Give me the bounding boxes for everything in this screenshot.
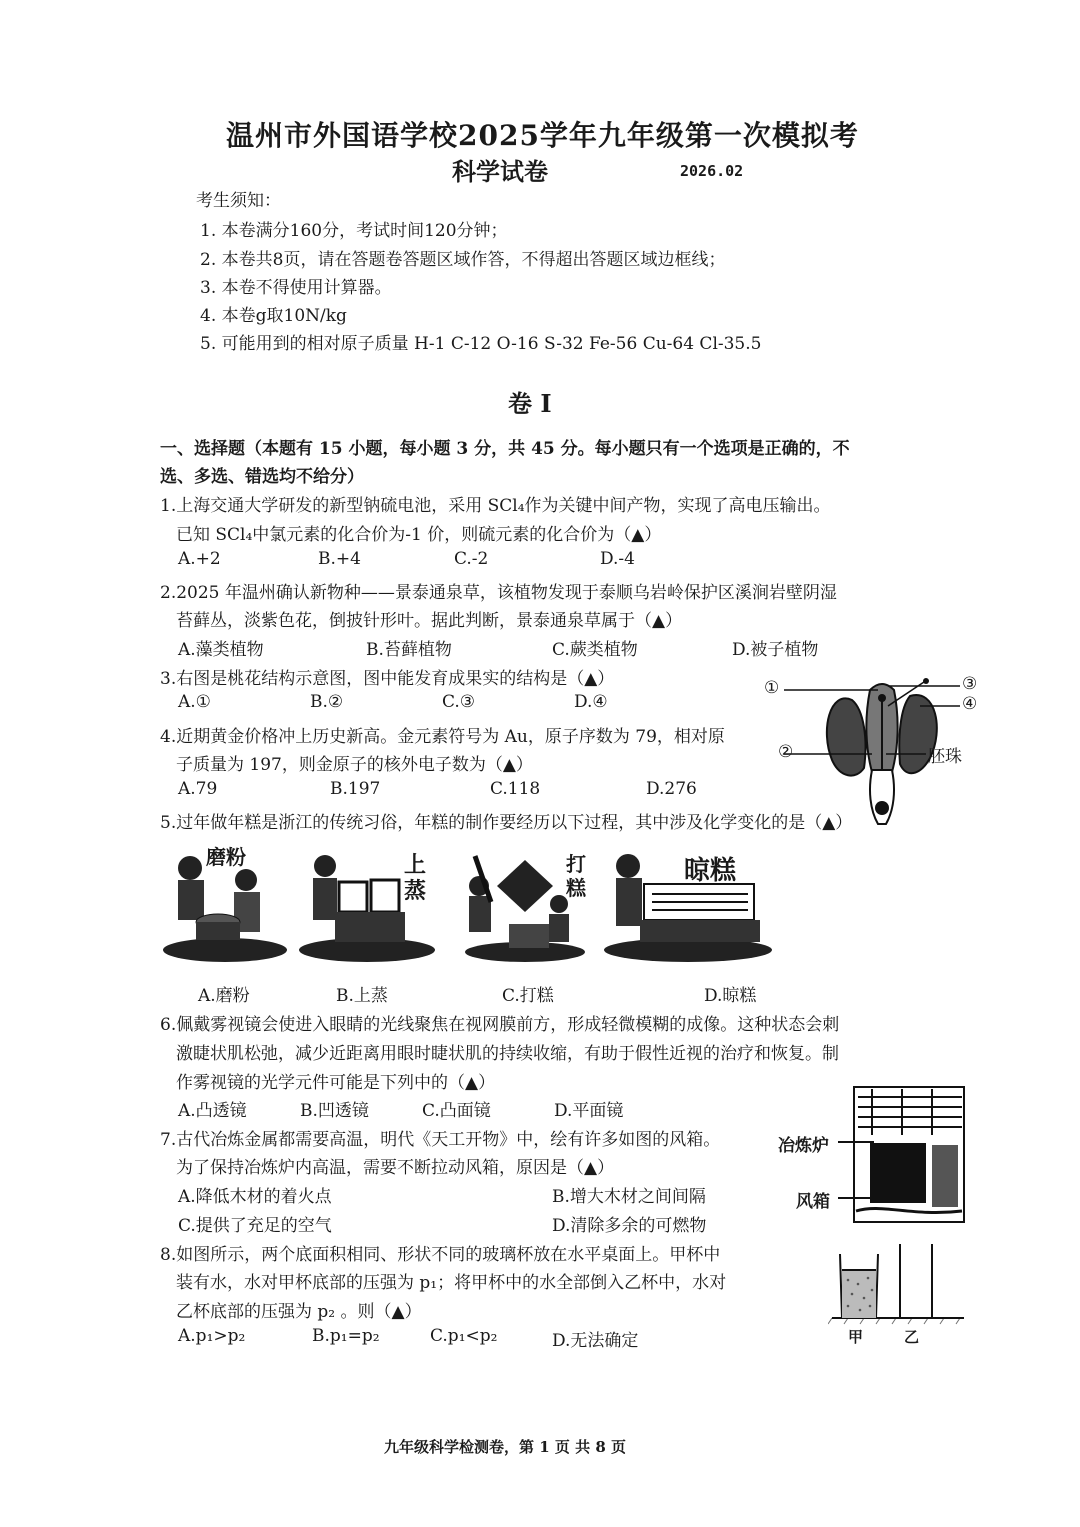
q2-stem-line2: 苔藓丛，淡紫色花，倒披针形叶。据此判断，景泰通泉草属于（▲） xyxy=(176,611,683,631)
q6-option-a[interactable]: A.凸透镜 xyxy=(178,1101,247,1121)
q8-stem-line2: 装有水，水对甲杯底部的压强为 p₁；将甲杯中的水全部倒入乙杯中，水对 xyxy=(176,1273,727,1293)
bellows-leader-lines xyxy=(836,1138,876,1208)
q3-option-c[interactable]: C.③ xyxy=(442,692,476,712)
q2-option-d[interactable]: D.被子植物 xyxy=(732,640,819,660)
q4-option-a[interactable]: A.79 xyxy=(178,779,218,799)
flower-label-3: ③ xyxy=(962,674,978,694)
section-heading-line2: 选、多选、错选均不给分） xyxy=(160,467,364,487)
q1-stem-line1: 1.上海交通大学研发的新型钠硫电池，采用 SCl₄作为关键中间产物，实现了高电压输出。 xyxy=(160,496,831,516)
q5-option-b[interactable]: B.上蒸 xyxy=(336,986,388,1006)
q5-picture-label-steaming: 上蒸 xyxy=(404,852,427,904)
q8-option-a[interactable]: A.p₁>p₂ xyxy=(178,1326,246,1346)
section-heading-line1: 一、选择题（本题有 15 小题，每小题 3 分，共 45 分。每小题只有一个选项是正确的，不 xyxy=(160,439,850,459)
q7-option-c[interactable]: C.提供了充足的空气 xyxy=(178,1216,332,1236)
q4-option-b[interactable]: B.197 xyxy=(330,779,381,799)
q8-option-d[interactable]: D.无法确定 xyxy=(552,1331,639,1351)
q1-option-d[interactable]: D.-4 xyxy=(600,549,635,569)
q8-option-b[interactable]: B.p₁=p₂ xyxy=(312,1326,380,1346)
notice-item: 2. 本卷共8页，请在答题卷答题区域作答，不得超出答题区域边框线； xyxy=(200,250,726,270)
q7-option-a[interactable]: A.降低木材的着火点 xyxy=(178,1187,332,1207)
q2-stem-line1: 2.2025 年温州确认新物种——景泰通泉草，该植物发现于泰顺乌岩岭保护区溪涧岩壁阴湿 xyxy=(160,583,837,603)
bellows-label-bellows: 风箱 xyxy=(796,1192,830,1212)
q8-stem-line3: 乙杯底部的压强为 p₂ 。则（▲） xyxy=(176,1302,422,1322)
q1-option-c[interactable]: C.-2 xyxy=(454,549,489,569)
page-footer: 九年级科学检测卷，第 1 页 共 8 页 xyxy=(384,1438,626,1456)
q7-option-d[interactable]: D.清除多余的可燃物 xyxy=(552,1216,707,1236)
q1-option-b[interactable]: B.+4 xyxy=(318,549,361,569)
flower-label-1: ① xyxy=(764,678,780,698)
q5-stem: 5.过年做年糕是浙江的传统习俗，年糕的制作要经历以下过程，其中涉及化学变化的是（▲） xyxy=(160,813,853,833)
q4-stem-line2: 子质量为 197，则金原子的核外电子数为（▲） xyxy=(176,755,533,775)
q7-stem-line2: 为了保持冶炼炉内高温，需要不断拉动风箱，原因是（▲） xyxy=(176,1158,615,1178)
q1-option-a[interactable]: A.+2 xyxy=(178,549,221,569)
notice-item: 3. 本卷不得使用计算器。 xyxy=(200,278,392,298)
q6-stem-line3: 作雾视镜的光学元件可能是下列中的（▲） xyxy=(176,1073,496,1093)
q4-option-c[interactable]: C.118 xyxy=(490,779,541,799)
q6-option-c[interactable]: C.凸面镜 xyxy=(422,1101,491,1121)
q5-picture-label-pounding: 打糕 xyxy=(566,852,586,900)
exam-subtitle: 科学试卷 xyxy=(452,157,548,186)
flower-label-2: ② xyxy=(778,742,794,762)
q5-picture-label-grinding: 磨粉 xyxy=(206,845,246,869)
q7-option-b[interactable]: B.增大木材之间间隔 xyxy=(552,1187,706,1207)
q7-stem-line1: 7.古代冶炼金属都需要高温，明代《天工开物》中，绘有许多如图的风箱。 xyxy=(160,1130,721,1150)
q8-option-c[interactable]: C.p₁<p₂ xyxy=(430,1326,498,1346)
flower-label-ovule: 胚珠 xyxy=(928,747,962,767)
cup-label-jia: 甲 xyxy=(848,1328,864,1346)
q2-option-b[interactable]: B.苔藓植物 xyxy=(366,640,452,660)
q4-option-d[interactable]: D.276 xyxy=(646,779,697,799)
q8-stem-line1: 8.如图所示，两个底面积相同、形状不同的玻璃杯放在水平桌面上。甲杯中 xyxy=(160,1245,721,1265)
notice-item: 4. 本卷g取10N/kg xyxy=(200,306,347,326)
notice-item: 5. 可能用到的相对原子质量 H-1 C-12 O-16 S-32 Fe-56 Cu-64 Cl-35.5 xyxy=(200,334,762,354)
exam-title: 温州市外国语学校2025学年九年级第一次模拟考 xyxy=(226,119,859,152)
q3-stem: 3.右图是桃花结构示意图，图中能发育成果实的结构是（▲） xyxy=(160,669,615,689)
notice-heading: 考生须知： xyxy=(196,191,281,211)
notice-item: 1. 本卷满分160分，考试时间120分钟； xyxy=(200,221,508,241)
q5-option-c[interactable]: C.打糕 xyxy=(502,986,554,1006)
flower-label-4: ④ xyxy=(962,694,978,714)
exam-date: 2026.02 xyxy=(680,162,744,180)
q3-option-a[interactable]: A.① xyxy=(178,692,211,712)
cup-label-yi: 乙 xyxy=(904,1328,920,1346)
q5-picture-label-drying: 晾糕 xyxy=(684,856,737,886)
q6-stem-line1: 6.佩戴雾视镜会使进入眼睛的光线聚焦在视网膜前方，形成轻微模糊的成像。这种状态会刺 xyxy=(160,1015,840,1035)
q6-option-b[interactable]: B.凹透镜 xyxy=(300,1101,369,1121)
q3-option-d[interactable]: D.④ xyxy=(574,692,608,712)
q5-option-a[interactable]: A.磨粉 xyxy=(198,986,250,1006)
bellows-label-furnace: 冶炼炉 xyxy=(778,1136,829,1156)
section-title: 卷 I xyxy=(508,389,552,418)
q2-option-a[interactable]: A.藻类植物 xyxy=(178,640,264,660)
q6-stem-line2: 激睫状肌松弛，减少近距离用眼时睫状肌的持续收缩，有助于假性近视的治疗和恢复。制 xyxy=(176,1044,839,1064)
q4-stem-line1: 4.近期黄金价格冲上历史新高。金元素符号为 Au，原子序数为 79，相对原 xyxy=(160,727,725,747)
cups-figure xyxy=(828,1240,968,1325)
q1-stem-line2: 已知 SCl₄中氯元素的化合价为-1 价，则硫元素的化合价为（▲） xyxy=(176,525,662,545)
q6-option-d[interactable]: D.平面镜 xyxy=(554,1101,624,1121)
q5-option-d[interactable]: D.晾糕 xyxy=(704,986,757,1006)
q2-option-c[interactable]: C.蕨类植物 xyxy=(552,640,638,660)
q3-option-b[interactable]: B.② xyxy=(310,692,344,712)
